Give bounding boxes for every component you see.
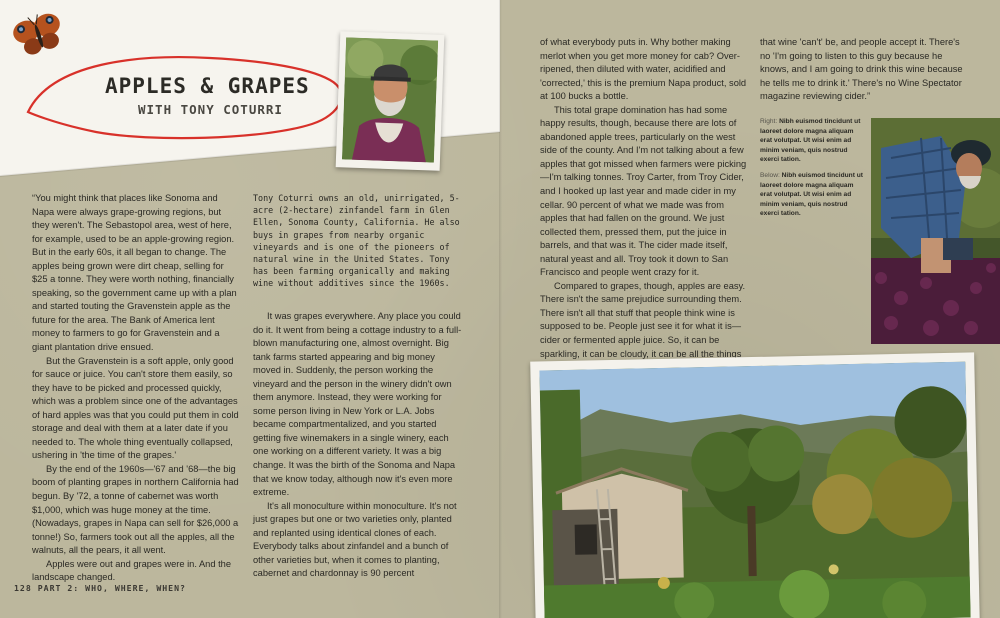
caption-below: Below: Nibh euismod tincidunt ut laoreet dolore magna aliquam erat volutpat. Ut wisi enim ad minim veniam, quis nostrud exerci tation. (760, 171, 863, 218)
paragraph: Apples were out and grapes were in. And the landscape changed. (32, 558, 232, 583)
paragraph: This total grape domination has had some happy results, though, because there are lots of abandoned apple trees, particularly on the west side of the county. And I'm not talking about a few apples that got missed when farmers were picking—I'm talking tonnes. Troy Carter, from Troy Cider, and I hooked up last year and made cider in my cellar. 90 percent of what we made was from apples that had fallen on the ground. We just collected them, pressed them, put the juice in barrels, and that was it. The cider made itself, natural yeast and all. Troy took it down to San Francisco and people went crazy for it. (540, 104, 747, 278)
paragraph: “You might think that places like Sonoma and Napa were always grape-growing regions, but they weren't. The Sebastopol area, west of here, for example, used to be an apple-growing region. But in the early 60s, it all began to change. The apples being grown were dirt cheap, selling for $25 a tonne. They were worth nothing, financially speaking, so the government came up with a plan and started touting the Gravenstein apple as the future for the area. The Bank of America lent money to farmers to go for Gravenstein and a giant plantation drive ensued. (32, 193, 237, 353)
caption-right: Right: Nibh euismod tincidunt ut laoreet dolore magna aliquam erat volutpat. Ut wisi enim ad minim veniam, quis nostrud exerci tation. (760, 118, 861, 164)
column-3 (540, 36, 752, 361)
paragraph: It's all monoculture within monoculture. It's not just grapes but one or two varieties only, planted and replanted using identical clones of each. Everybody talks about zinfandel and a bunch of other varieties but, when it comes to planting, cabernet and chardonnay is 90 percent (253, 500, 457, 579)
article-title: APPLES & GRAPES (105, 74, 310, 98)
column-4 (760, 36, 972, 104)
page-number: 128 (14, 583, 32, 593)
section-title: PART 2: WHO, WHERE, WHEN? (37, 583, 186, 593)
spine-gutter (499, 0, 502, 618)
paragraph: Compared to grapes, though, apples are easy. There isn't the same prejudice surrounding them. There isn't all that stuff that people think wine is supposed to be. People just see it for what it is—cider or fermented apple juice. So, it can be sparkling, it can be cloudy, it can be all the things (540, 280, 746, 359)
portrait-photo (336, 31, 445, 171)
column-2 (253, 310, 463, 581)
vineyard-landscape-photo (530, 352, 980, 618)
paragraph: By the end of the 1960s—'67 and '68—the big boom of planting grapes in northern California had begun. By '72, a tonne of cabernet was worth $1,000, which was huge money at the time. (Nowadays, grapes in Napa can sell for $26,000 a tonne!) So, farmers took out all the apples, all the walnuts, all the pears, it all went. (32, 463, 239, 556)
paragraph: But the Gravenstein is a soft apple, only good for sauce or juice. You can't store them easily, so they have to be picked and processed quickly, which was a problem since one of the advantages of hard apples was that you could put them in cold storage and deal with them at a later date if you needed to. The whole thing eventually collapsed, ushering in 'the time of the grapes.' (32, 355, 239, 461)
article-subtitle: WITH TONY COTURRI (138, 102, 283, 117)
photo-captions (760, 117, 864, 225)
paragraph: It was grapes everywhere. Any place you could do it. It went from being a cottage industry to a full-blown manufacturing one, almost overnight. Big tank farms started appearing and big money moved in. Suddenly, the person working the vineyard and the person in the winery didn't own them anymore. Instead, they were working for some person living in New York or L.A. Jobs became compartmentalized, and you started getting five winemakers in a single winery, each one working on a different variety. It was a big change. It was the birth of the Sonoma and Napa that we know today, although now it's even more extreme. (253, 311, 462, 498)
paragraph: of what everybody puts in. Why bother making merlot when you get more money for cab? Over-ripened, then diluted with water, acidified and 'corrected,' this is the premium Napa product, sold at 100 bucks a bottle. (540, 37, 747, 102)
column-1 (32, 192, 240, 585)
grape-crushing-photo (871, 118, 1000, 344)
page-footer (14, 583, 186, 593)
bio-box: Tony Coturri owns an old, unirrigated, 5-acre (2-hectare) zinfandel farm in Glen Ellen, Sonoma County, California. He also buys in grapes from nearby organic vineyards and is one of the pioneers of natural wine in the United States. Tony has been farming organically and making wine without additives since the 1960s. (253, 193, 460, 289)
paragraph: that wine 'can't' be, and people accept it. There's no 'I'm going to listen to this guy because he knows, and I am going to drink this wine because he tells me to drink it.' There's no Wine Spectator magazine reviewing cider.” (760, 37, 963, 102)
butterfly-icon (12, 10, 66, 62)
